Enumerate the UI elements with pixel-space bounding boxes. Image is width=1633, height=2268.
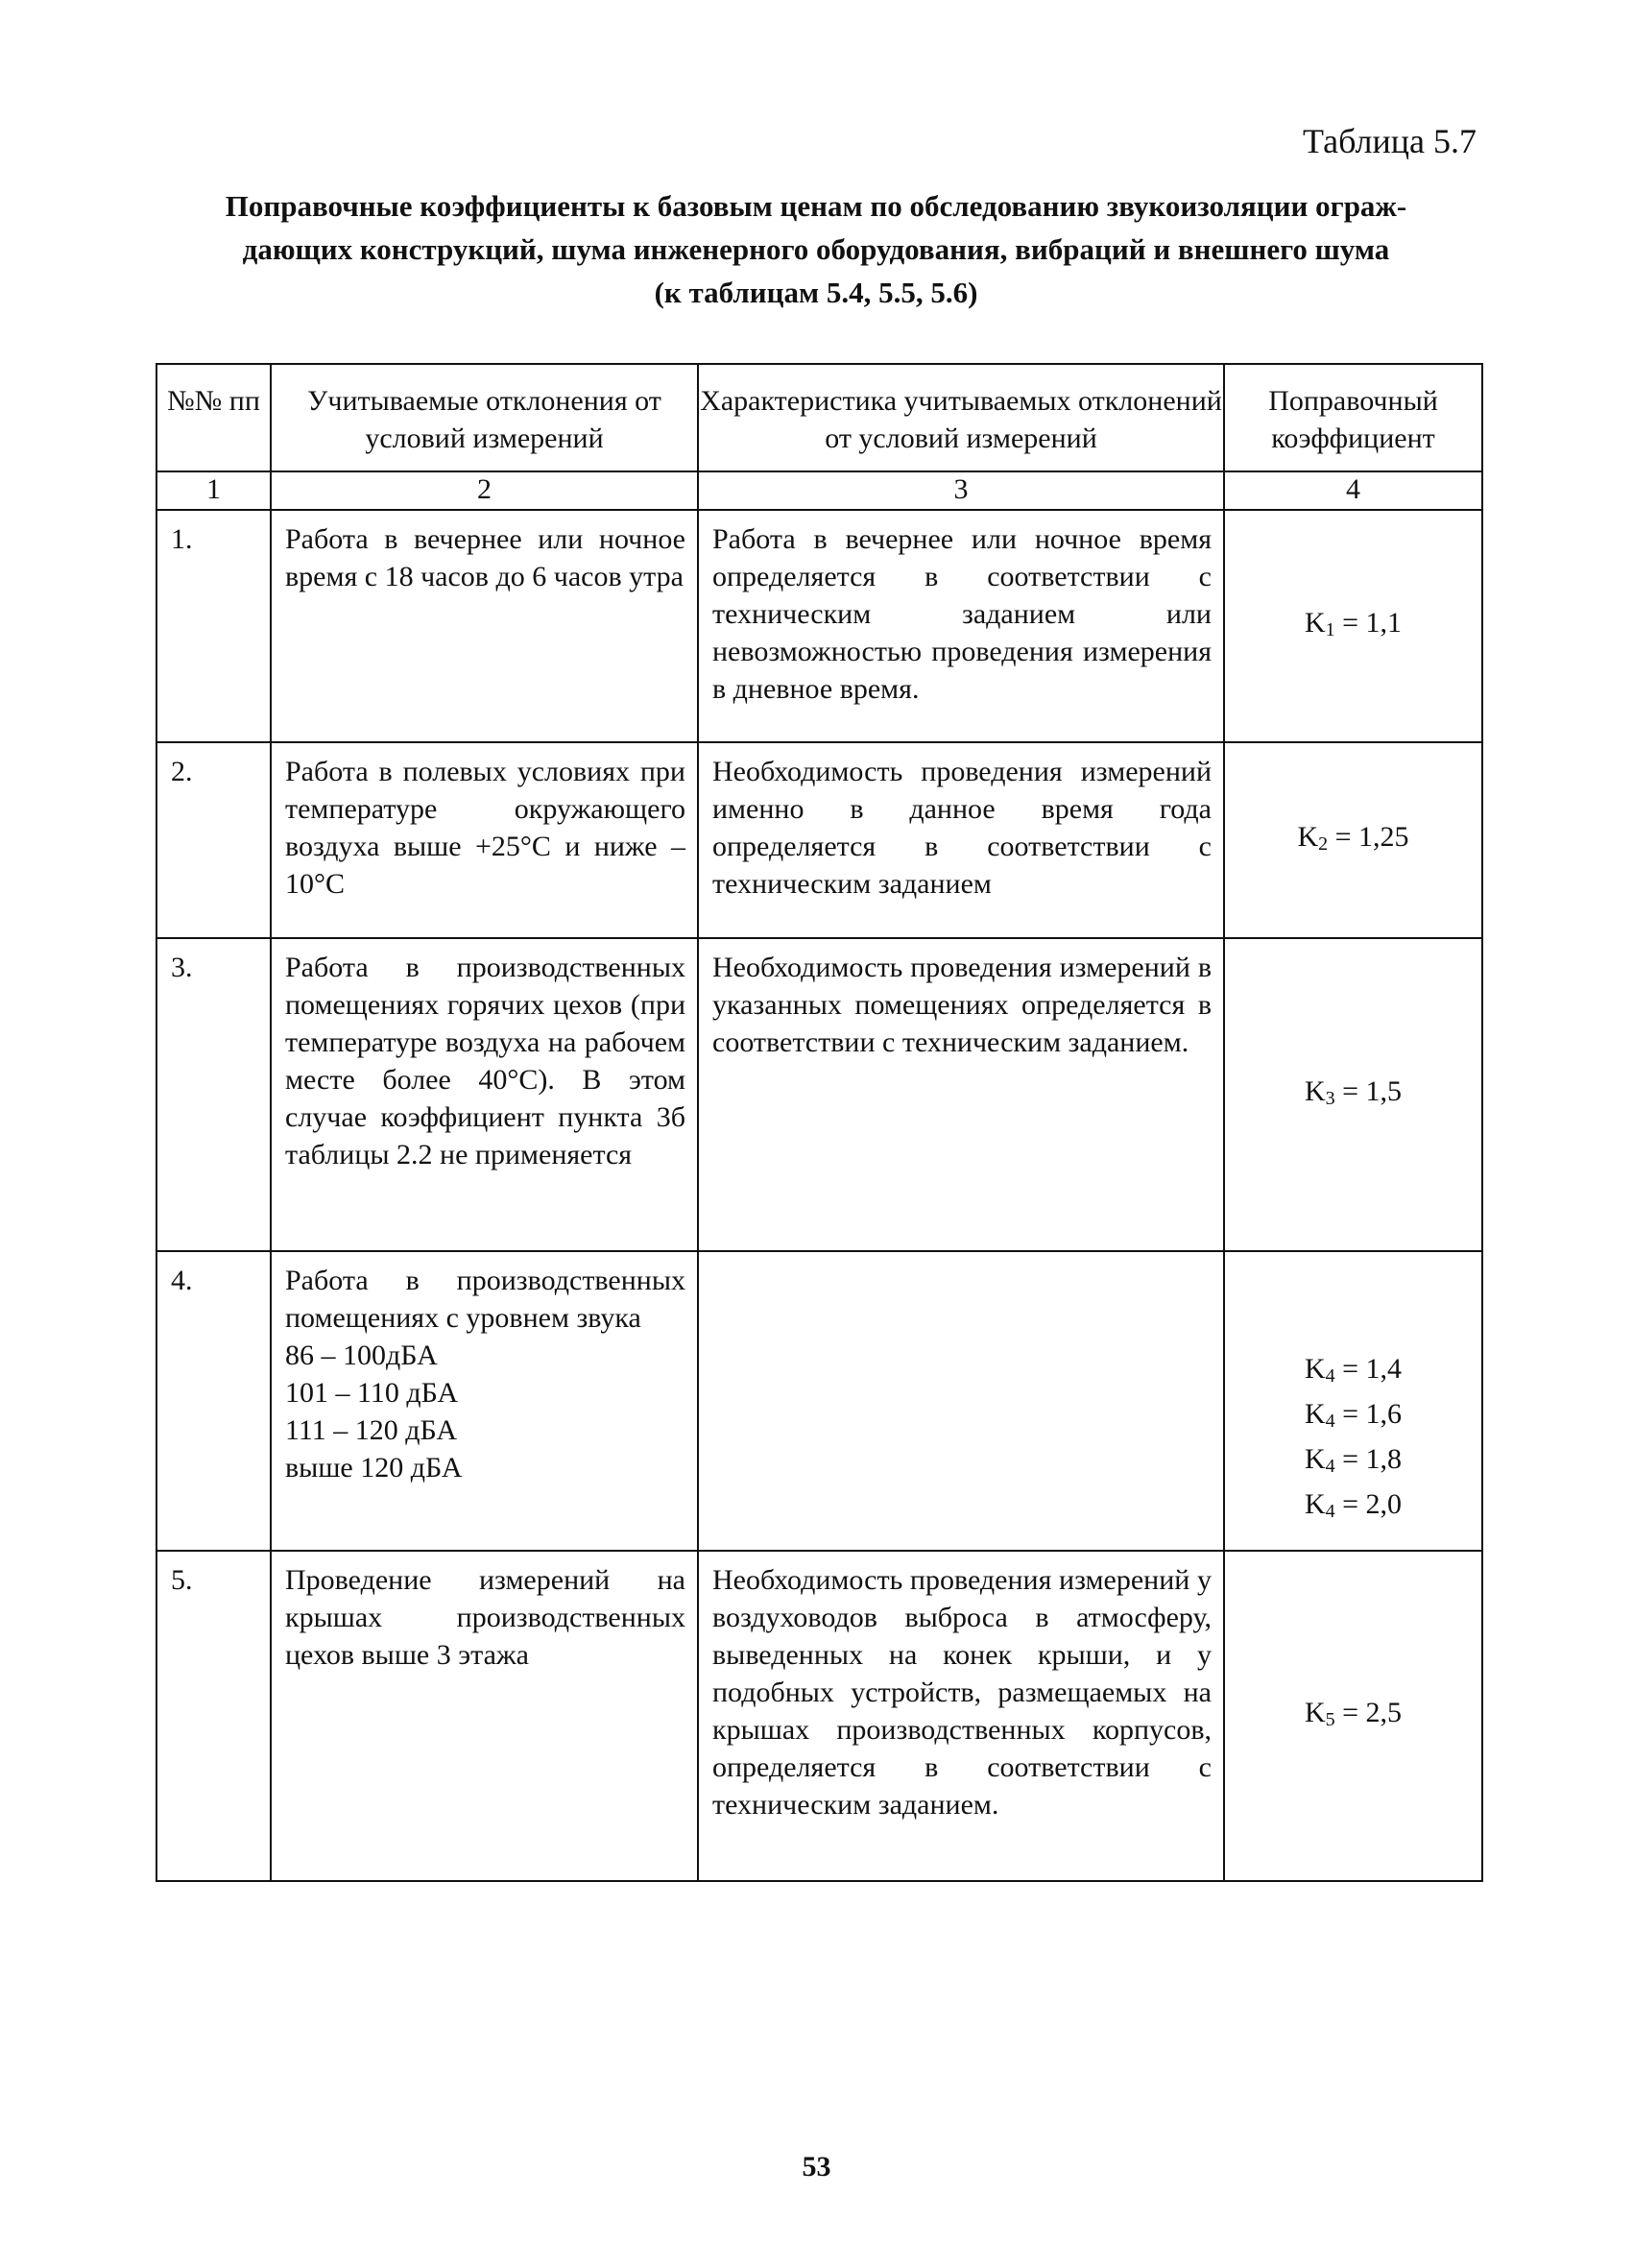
row-coefficient: $K_5 = 2,5$: [1224, 1551, 1482, 1881]
row-coefficient: $K_3 = 1,5$: [1224, 938, 1482, 1251]
row-coefficient: [1224, 1251, 1482, 1551]
row-number: 2.: [156, 742, 271, 938]
header-col-deviation: Учитываемые отклонения от условий измерений: [271, 364, 698, 471]
coefficients-table: [156, 363, 1483, 1882]
sound-level: 101 – 110 дБА: [285, 1377, 459, 1409]
header-col-number: №№ пп: [156, 364, 271, 471]
sound-level: 111 – 120 дБА: [285, 1414, 458, 1446]
column-number-row: [156, 471, 1482, 510]
row-number: 4.: [156, 1251, 271, 1551]
row-deviation: Работа в вечернее или ночное время с 18 часов до 6 часов утра: [271, 510, 698, 742]
column-number: 4: [1224, 471, 1482, 510]
coefficient-item: $K_4 = 1,4$: [1304, 1353, 1403, 1387]
table-row: [156, 1251, 1482, 1551]
row-number: 3.: [156, 938, 271, 1251]
sound-level: выше 120 дБА: [285, 1452, 463, 1484]
row-characteristic: Необходимость проведения измерений у воздуховодов выброса в атмосферу, выведенных на конек крыши, и у подобных устройств, размещаемых на крышах производственных корпусов, определяется в соответствии с техническим заданием.: [698, 1551, 1224, 1881]
table-title: [144, 184, 1488, 314]
row-coefficient: $K_2 = 1,25$: [1224, 742, 1482, 938]
row-deviation: Работа в полевых условиях при температуре окружающего воздуха выше +25°С и ниже –10°С: [271, 742, 698, 938]
coefficient-item: $K_4 = 2,0$: [1304, 1488, 1403, 1522]
header-row: [156, 364, 1482, 471]
column-number: 3: [698, 471, 1224, 510]
table-row: [156, 938, 1482, 1251]
row-coefficient: $K_1 = 1,1$: [1224, 510, 1482, 742]
column-number: 2: [271, 471, 698, 510]
row-characteristic: Работа в вечернее или ночное время определяется в соответствии с техническим заданием или невозможностью проведения измерения в дневное время.: [698, 510, 1224, 742]
deviation-intro: Работа в производственных помещениях с уровнем звука: [285, 1265, 685, 1334]
header-col-characteristic: Характеристика учитываемых отклонений от условий измерений: [698, 364, 1224, 471]
title-line-2: дающих конструкций, шума инженерного оборудования, вибраций и внешнего шума: [242, 232, 1390, 266]
row-deviation: Проведение измерений на крышах производственных цехов выше 3 этажа: [271, 1551, 698, 1881]
table-row: [156, 510, 1482, 742]
row-characteristic: [698, 1251, 1224, 1551]
row-number: 1.: [156, 510, 271, 742]
header-col-coefficient: Поправочный коэффициент: [1224, 364, 1482, 471]
row-deviation: Работа в производственных помещениях горячих цехов (при температуре воздуха на рабочем месте более 40°С). В этом случае коэффициент пункта 3б таблицы 2.2 не применяется: [271, 938, 698, 1251]
row-characteristic: Необходимость проведения измерений в указанных помещениях определяется в соответствии с техническим заданием.: [698, 938, 1224, 1251]
title-line-1: Поправочные коэффициенты к базовым ценам по обследованию звукоизоляции ограж-: [225, 189, 1407, 223]
coefficient-item: $K_4 = 1,8$: [1304, 1443, 1403, 1477]
column-number: 1: [156, 471, 271, 510]
table-row: [156, 1551, 1482, 1881]
title-line-3: (к таблицам 5.4, 5.5, 5.6): [654, 276, 978, 309]
row-number: 5.: [156, 1551, 271, 1881]
page-number: 53: [802, 2151, 831, 2183]
sound-level: 86 – 100дБА: [285, 1339, 438, 1371]
row-characteristic: Необходимость проведения измерений именно в данное время года определяется в соответствии с техническим заданием: [698, 742, 1224, 938]
row-deviation: [271, 1251, 698, 1551]
coefficient-item: $K_4 = 1,6$: [1304, 1398, 1403, 1432]
table-row: [156, 742, 1482, 938]
table-label: Таблица 5.7: [1303, 122, 1477, 160]
